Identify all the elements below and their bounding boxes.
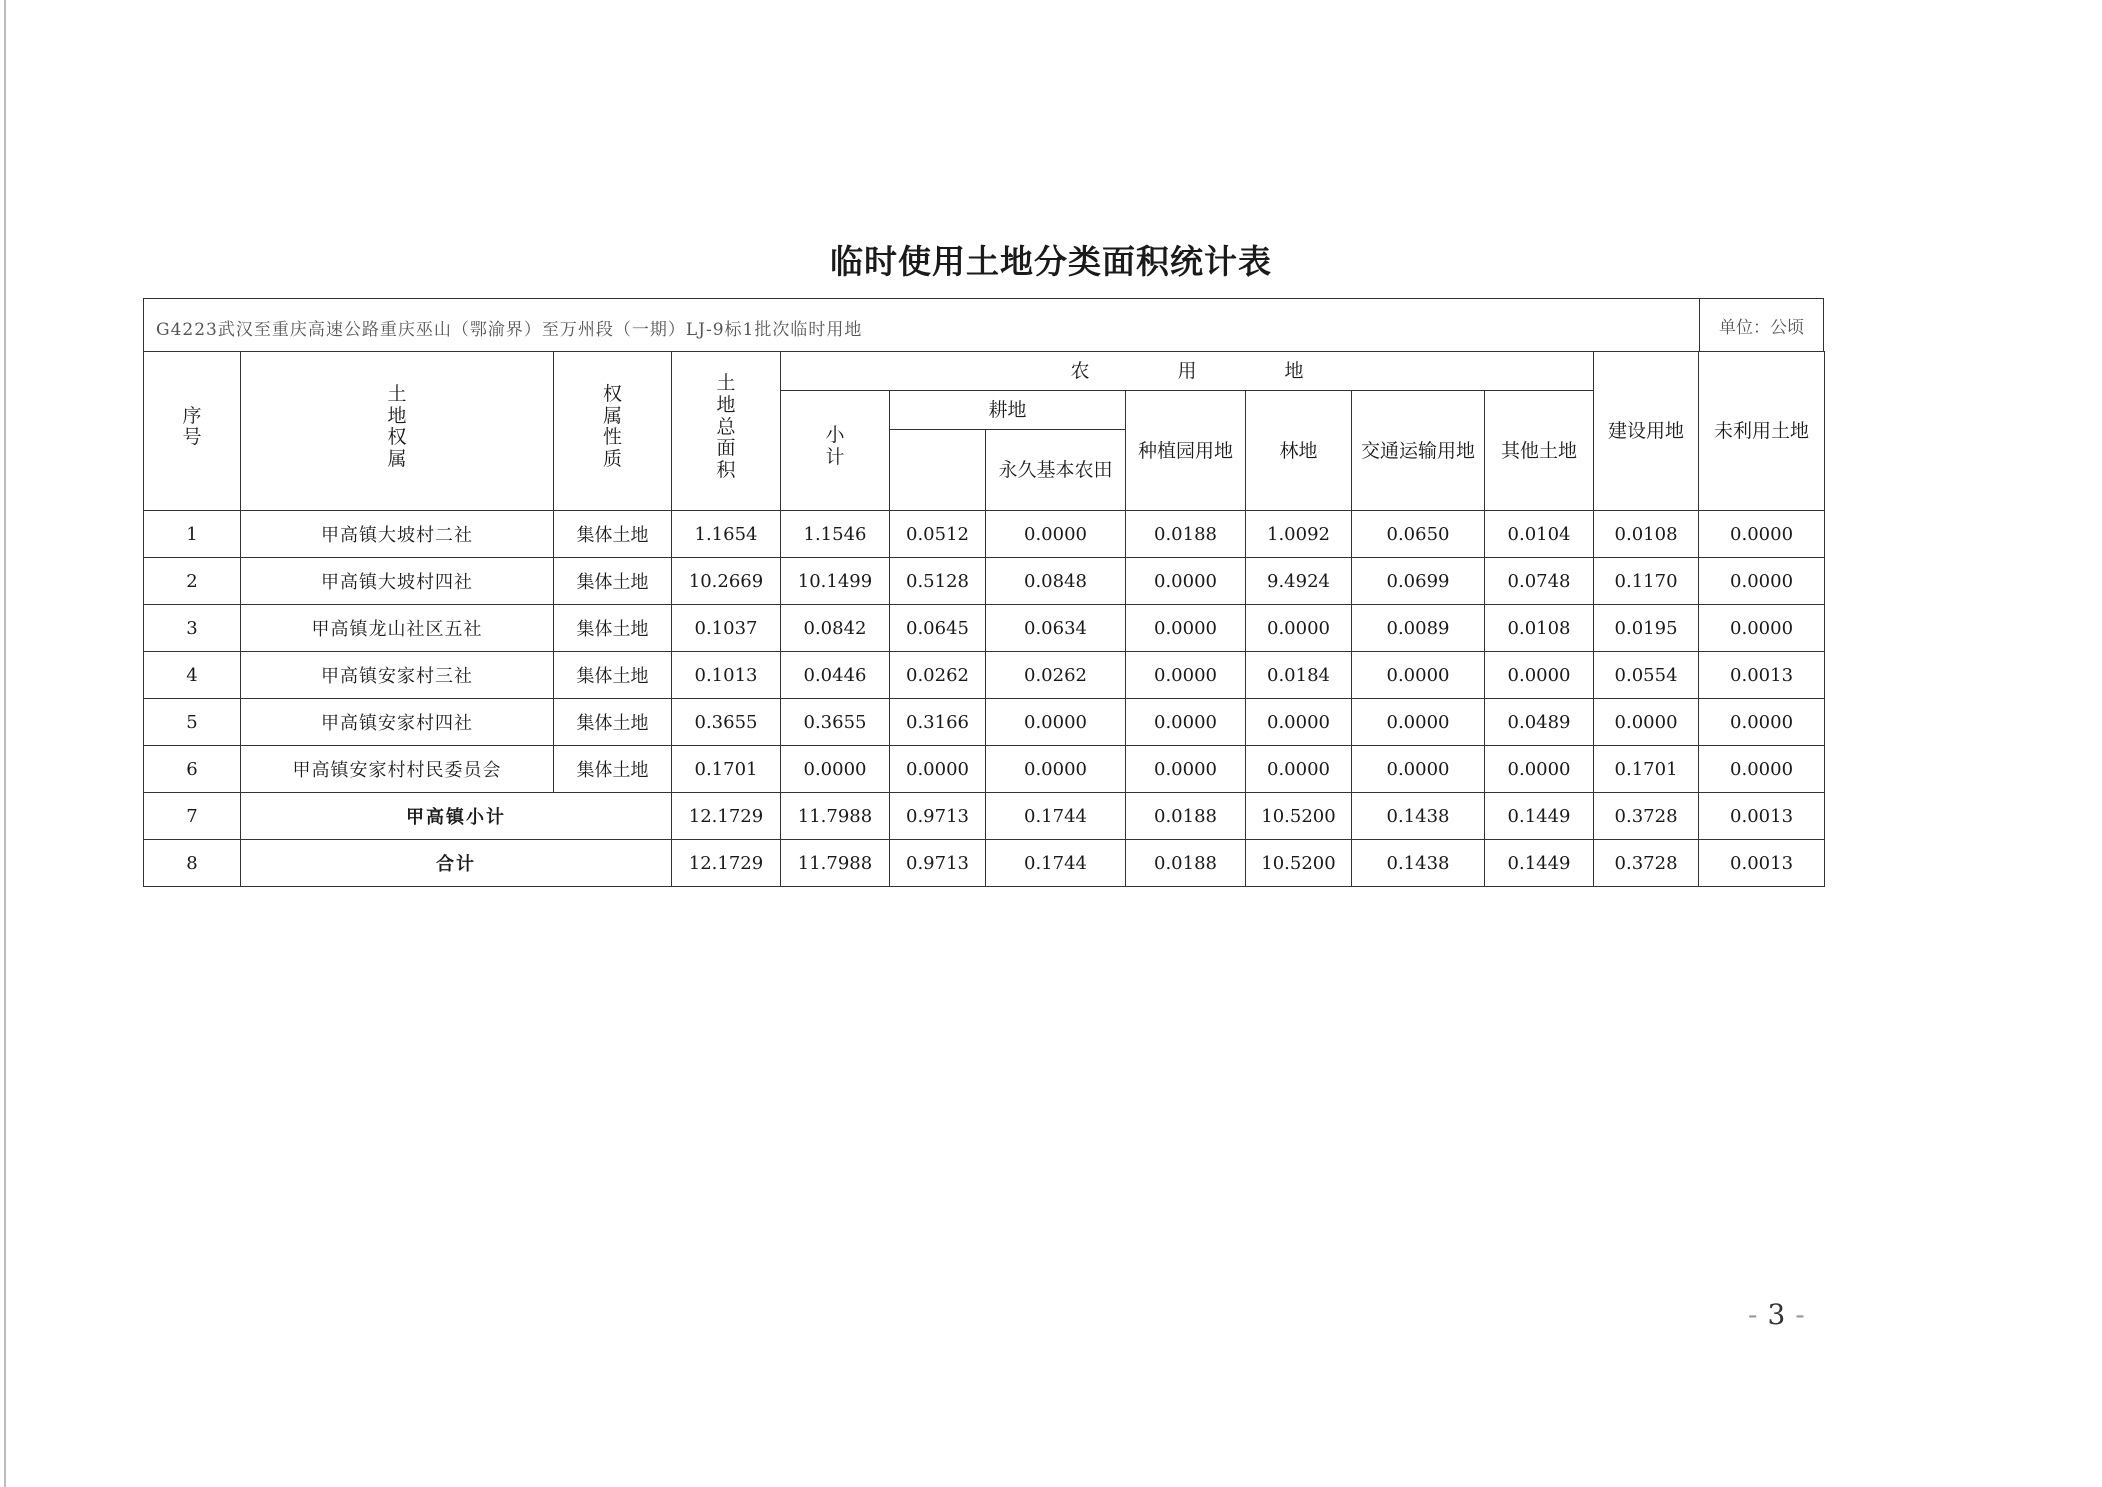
cell-other: 0.0108 xyxy=(1485,605,1594,652)
cell-subtotal: 0.3655 xyxy=(781,699,890,746)
cell-forest: 0.0000 xyxy=(1246,746,1352,793)
cell-nature: 集体土地 xyxy=(554,558,672,605)
cell-basic-farmland: 0.0848 xyxy=(986,558,1126,605)
cell-cultivated: 0.0000 xyxy=(890,746,986,793)
cell-garden: 0.0188 xyxy=(1126,511,1246,558)
page-number-dash-right: - xyxy=(1795,1298,1805,1331)
cell-garden: 0.0000 xyxy=(1126,605,1246,652)
land-area-table-wrapper xyxy=(143,298,1824,887)
cell-other: 0.0000 xyxy=(1485,652,1594,699)
cell-forest: 0.0184 xyxy=(1246,652,1352,699)
cell-nature: 集体土地 xyxy=(554,652,672,699)
cell-nature: 集体土地 xyxy=(554,511,672,558)
table-row xyxy=(144,605,1825,652)
table-row xyxy=(144,699,1825,746)
cell-subtotal: 0.0446 xyxy=(781,652,890,699)
header-total-area: 土地总面积 xyxy=(672,352,781,511)
table-caption-row xyxy=(143,298,1824,351)
cell-garden: 0.0188 xyxy=(1126,840,1246,887)
cell-cultivated: 0.5128 xyxy=(890,558,986,605)
cell-basic-farmland: 0.1744 xyxy=(986,840,1126,887)
cell-basic-farmland: 0.0262 xyxy=(986,652,1126,699)
cell-cultivated: 0.0262 xyxy=(890,652,986,699)
cell-garden: 0.0188 xyxy=(1126,793,1246,840)
page-edge-shadow xyxy=(4,0,6,1487)
cell-subtotal: 11.7988 xyxy=(781,840,890,887)
cell-construction: 0.3728 xyxy=(1594,840,1699,887)
cell-other: 0.0489 xyxy=(1485,699,1594,746)
cell-construction: 0.0108 xyxy=(1594,511,1699,558)
cell-subtotal-label: 甲高镇小计 xyxy=(241,793,672,840)
cell-seq: 7 xyxy=(144,793,241,840)
cell-cultivated: 0.9713 xyxy=(890,793,986,840)
page-number xyxy=(1738,1298,1815,1331)
cell-cultivated: 0.3166 xyxy=(890,699,986,746)
cell-forest: 9.4924 xyxy=(1246,558,1352,605)
cell-total: 0.1037 xyxy=(672,605,781,652)
cell-total: 1.1654 xyxy=(672,511,781,558)
header-transport-land: 交通运输用地 xyxy=(1352,391,1485,511)
cell-cultivated: 0.9713 xyxy=(890,840,986,887)
cell-other: 0.1449 xyxy=(1485,840,1594,887)
cell-garden: 0.0000 xyxy=(1126,558,1246,605)
cell-construction: 0.1170 xyxy=(1594,558,1699,605)
cell-transport: 0.0699 xyxy=(1352,558,1485,605)
cell-seq: 6 xyxy=(144,746,241,793)
table-row xyxy=(144,558,1825,605)
cell-owner: 甲高镇大坡村二社 xyxy=(241,511,554,558)
cell-other: 0.1449 xyxy=(1485,793,1594,840)
cell-construction: 0.3728 xyxy=(1594,793,1699,840)
cell-owner: 甲高镇安家村四社 xyxy=(241,699,554,746)
subtotal-row xyxy=(144,793,1825,840)
cell-seq: 1 xyxy=(144,511,241,558)
cell-subtotal: 10.1499 xyxy=(781,558,890,605)
cell-unused: 0.0000 xyxy=(1699,699,1825,746)
cell-forest: 10.5200 xyxy=(1246,840,1352,887)
page-number-value: 3 xyxy=(1767,1298,1786,1331)
header-other-land: 其他土地 xyxy=(1485,391,1594,511)
table-row xyxy=(144,746,1825,793)
project-caption: G4223武汉至重庆高速公路重庆巫山（鄂渝界）至万州段（一期）LJ-9标1批次临时用地 xyxy=(156,320,863,340)
cell-transport: 0.0650 xyxy=(1352,511,1485,558)
cell-seq: 8 xyxy=(144,840,241,887)
cell-cultivated: 0.0512 xyxy=(890,511,986,558)
cell-owner: 甲高镇安家村三社 xyxy=(241,652,554,699)
cell-owner: 甲高镇大坡村四社 xyxy=(241,558,554,605)
cell-total: 12.1729 xyxy=(672,840,781,887)
header-cultivated-value-blank xyxy=(890,430,986,511)
cell-basic-farmland: 0.1744 xyxy=(986,793,1126,840)
cell-forest: 0.0000 xyxy=(1246,699,1352,746)
header-basic-farmland: 永久基本农田 xyxy=(986,430,1126,511)
cell-unused: 0.0013 xyxy=(1699,840,1825,887)
cell-forest: 10.5200 xyxy=(1246,793,1352,840)
table-row xyxy=(144,652,1825,699)
cell-unused: 0.0000 xyxy=(1699,511,1825,558)
header-unused-land: 未利用土地 xyxy=(1699,352,1825,511)
cell-transport: 0.0089 xyxy=(1352,605,1485,652)
cell-transport: 0.0000 xyxy=(1352,746,1485,793)
cell-total: 0.1013 xyxy=(672,652,781,699)
cell-construction: 0.0195 xyxy=(1594,605,1699,652)
cell-basic-farmland: 0.0000 xyxy=(986,699,1126,746)
cell-subtotal: 11.7988 xyxy=(781,793,890,840)
cell-other: 0.0104 xyxy=(1485,511,1594,558)
cell-transport: 0.1438 xyxy=(1352,840,1485,887)
cell-total-label: 合计 xyxy=(241,840,672,887)
cell-subtotal: 0.0842 xyxy=(781,605,890,652)
cell-seq: 3 xyxy=(144,605,241,652)
cell-basic-farmland: 0.0634 xyxy=(986,605,1126,652)
cell-garden: 0.0000 xyxy=(1126,746,1246,793)
header-subtotal: 小计 xyxy=(781,391,890,511)
unit-label: 单位：公顷 xyxy=(1699,299,1823,351)
land-area-table xyxy=(143,351,1825,887)
cell-forest: 0.0000 xyxy=(1246,605,1352,652)
cell-transport: 0.1438 xyxy=(1352,793,1485,840)
cell-owner: 甲高镇龙山社区五社 xyxy=(241,605,554,652)
cell-other: 0.0748 xyxy=(1485,558,1594,605)
header-owner: 土地权属 xyxy=(241,352,554,511)
cell-garden: 0.0000 xyxy=(1126,652,1246,699)
cell-seq: 4 xyxy=(144,652,241,699)
page-number-dash-left: - xyxy=(1748,1298,1758,1331)
cell-total: 0.3655 xyxy=(672,699,781,746)
cell-nature: 集体土地 xyxy=(554,699,672,746)
cell-transport: 0.0000 xyxy=(1352,652,1485,699)
header-row-1 xyxy=(144,352,1825,391)
cell-basic-farmland: 0.0000 xyxy=(986,511,1126,558)
cell-subtotal: 0.0000 xyxy=(781,746,890,793)
cell-other: 0.0000 xyxy=(1485,746,1594,793)
cell-unused: 0.0000 xyxy=(1699,605,1825,652)
header-nature: 权属性质 xyxy=(554,352,672,511)
cell-construction: 0.0554 xyxy=(1594,652,1699,699)
cell-transport: 0.0000 xyxy=(1352,699,1485,746)
cell-unused: 0.0000 xyxy=(1699,558,1825,605)
page-title: 临时使用土地分类面积统计表 xyxy=(830,242,1272,281)
table-row xyxy=(144,511,1825,558)
cell-construction: 0.0000 xyxy=(1594,699,1699,746)
cell-forest: 1.0092 xyxy=(1246,511,1352,558)
cell-nature: 集体土地 xyxy=(554,605,672,652)
cell-construction: 0.1701 xyxy=(1594,746,1699,793)
cell-unused: 0.0000 xyxy=(1699,746,1825,793)
header-agricultural-land: 农 用 地 xyxy=(781,352,1594,391)
cell-seq: 2 xyxy=(144,558,241,605)
cell-nature: 集体土地 xyxy=(554,746,672,793)
header-forest-land: 林地 xyxy=(1246,391,1352,511)
cell-cultivated: 0.0645 xyxy=(890,605,986,652)
cell-subtotal: 1.1546 xyxy=(781,511,890,558)
cell-garden: 0.0000 xyxy=(1126,699,1246,746)
header-construction-land: 建设用地 xyxy=(1594,352,1699,511)
header-cultivated-land: 耕地 xyxy=(890,391,1126,430)
cell-total: 0.1701 xyxy=(672,746,781,793)
cell-unused: 0.0013 xyxy=(1699,652,1825,699)
cell-owner: 甲高镇安家村村民委员会 xyxy=(241,746,554,793)
cell-basic-farmland: 0.0000 xyxy=(986,746,1126,793)
cell-total: 12.1729 xyxy=(672,793,781,840)
cell-total: 10.2669 xyxy=(672,558,781,605)
header-seq: 序号 xyxy=(144,352,241,511)
cell-seq: 5 xyxy=(144,699,241,746)
total-row xyxy=(144,840,1825,887)
header-garden-land: 种植园用地 xyxy=(1126,391,1246,511)
cell-unused: 0.0013 xyxy=(1699,793,1825,840)
